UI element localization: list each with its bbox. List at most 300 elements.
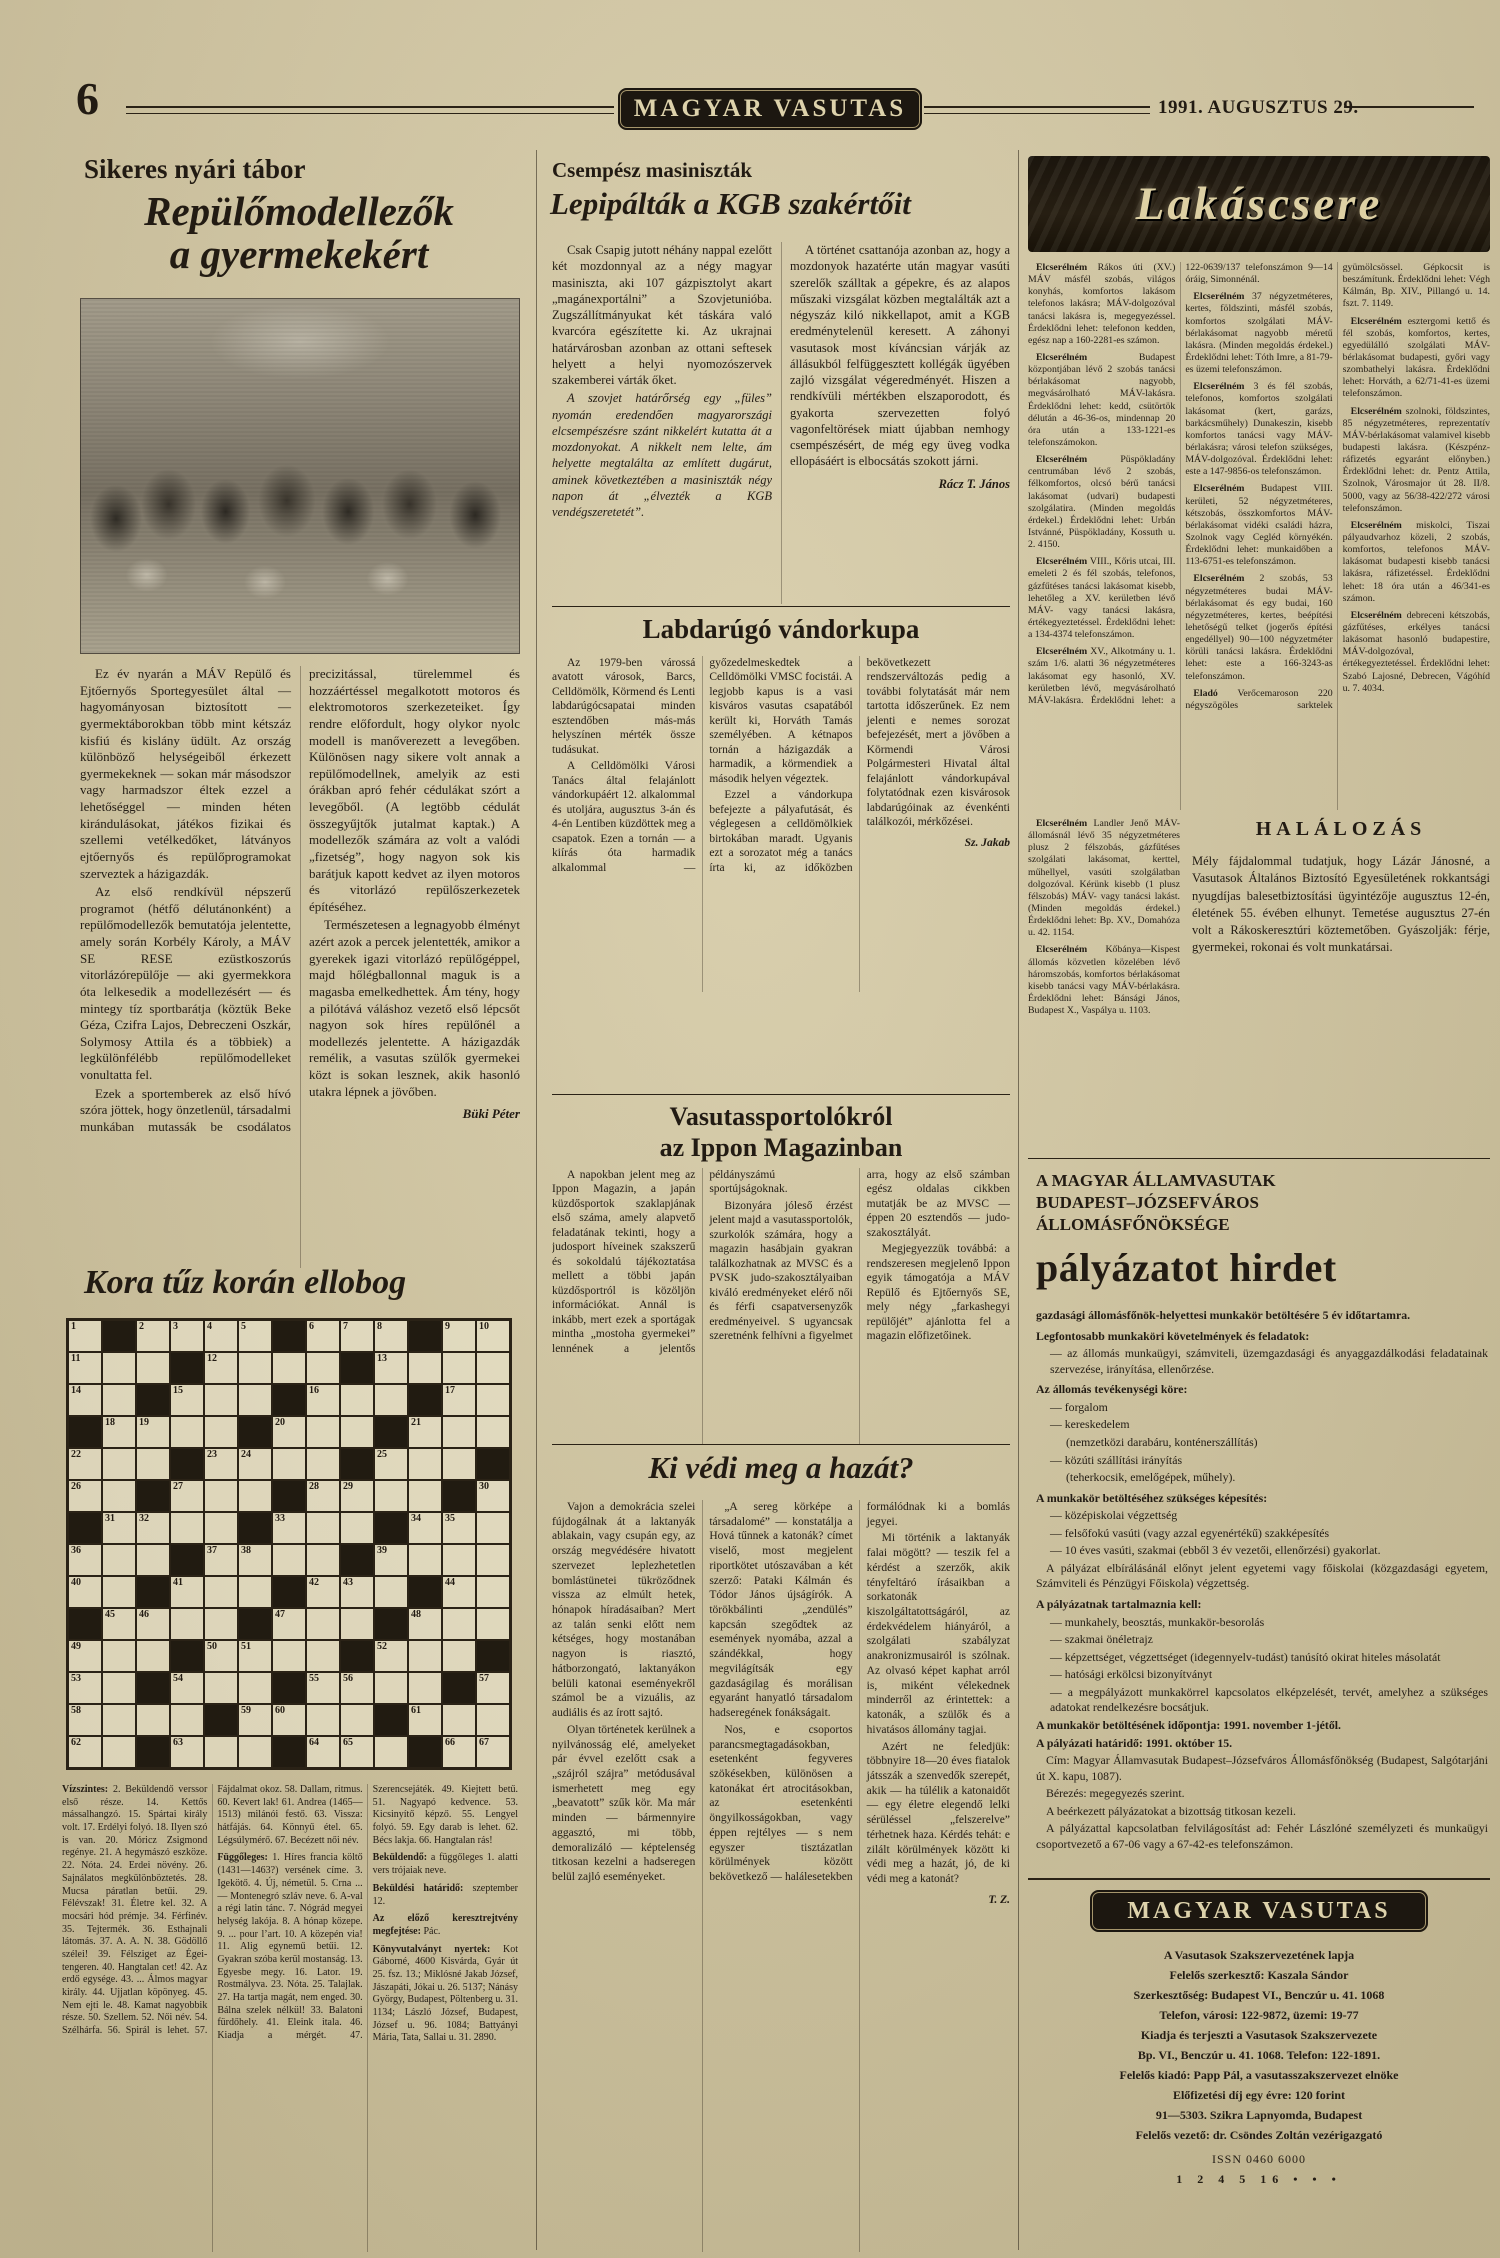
crossword-block-cell: [68, 1512, 102, 1544]
crossword-cell: [136, 1640, 170, 1672]
crossword-block-cell: [272, 1320, 306, 1352]
job-posting-line: A beérkezett pályázatokat a bizottság titkosan kezeli.: [1046, 1803, 1296, 1818]
camp-paragraph: Ez év nyarán a MÁV Repülő és Ejtőernyős Sportegyesület által — hagyományosan biztosított — gyermektáborokban több mint kétszáz kisfiú és kislány üdült. Az ország különböző helységeiből érkezett gyermekeknek — sokan már másodszor vagy harmadszor éltek ezzel a lehetőséggel — minden héten kirándulásokat, játékos fizikai és szellemi vetélkedőket, látványos ejtőernyős és repülőprogramokat szerveztek a házigazdák.: [80, 666, 291, 881]
crossword-cell: 5: [238, 1320, 272, 1352]
obituary-title: HALÁLOZÁS: [1255, 818, 1427, 840]
crossword-cell: 15: [170, 1384, 204, 1416]
cup-paragraph: Sz. Jakab: [964, 836, 1010, 849]
crossword-cell: [238, 1736, 272, 1768]
crossword-cell: [272, 1448, 306, 1480]
camp-photo: [80, 298, 520, 654]
job-posting-line: (teherkocsik, emelőgépek, műhely).: [1066, 1470, 1236, 1485]
kgb-paragraph: Rácz T. János: [938, 476, 1010, 491]
job-posting-line: A pályázati határidő: 1991. október 15.: [1036, 1735, 1233, 1750]
masthead-text: MAGYAR VASUTAS: [633, 95, 907, 122]
crossword-cell: 33: [272, 1512, 306, 1544]
kgb-paragraph: A szovjet határőrség egy „füles” nyomán eredendően magyarországi elcsempészésre szánt nikkelért kutatta át a mozdonyokat. A nikkelt nem lelte, ám helyette megtalálta az említett dugárut, aminek következtében a masiniszták négy napon át „élvezték a KGB vendégszeretetét”.: [552, 391, 772, 519]
defense-paragraph: Azért ne feledjük: többnyire 18—20 éves fiatalok játsszák a szenvedők szerepét, akik — ha túlélik a katonaidőt — egy életre elegendő lelki sérüléssel „felszerelve” térhetnek haza. Kérdés tehát: e zilált körülmények között ki védi meg a hazát, jó, de ki védi meg a katonát?: [866, 1740, 1010, 1885]
crossword-title: Kora tűz korán ellobog: [84, 1264, 407, 1301]
crossword-cell: [306, 1704, 340, 1736]
colophon-line: Felelős szerkesztő: Kaszala Sándor: [1169, 1968, 1349, 1982]
crossword-cell: 56: [340, 1672, 374, 1704]
job-posting-line: — kereskedelem: [1050, 1417, 1130, 1432]
crossword-cell: 53: [68, 1672, 102, 1704]
job-posting-line: — munkahely, beosztás, munkakör-besorolás: [1050, 1614, 1265, 1629]
job-posting-line: — forgalom: [1050, 1399, 1108, 1414]
crossword-cell: 49: [68, 1640, 102, 1672]
obituary-text: Mély fájdalommal tudatjuk, hogy Lázár Jánosné, a Vasutasok Általános Biztosító Egyesületének rokkantsági nyugdíjas balesetbiztosítási ügyintézője augusztus 12-én, életének 55. évében elhunyt. Temetése augusztus 27-én volt a Rákoskeresztúri köztemetőben. Gyászolják: férje, gyermekei, rokonai és volt munkatársai.: [1192, 854, 1490, 955]
crossword-block-cell: [374, 1512, 408, 1544]
issue-date: 1991. AUGUSZTUS 29.: [1158, 97, 1359, 118]
crossword-cell: [204, 1672, 238, 1704]
crossword-cell: 58: [68, 1704, 102, 1736]
camp-title-line1: Repülőmodellezők: [144, 188, 454, 234]
crossword-clue-block: Beküldési határidő: szeptember 12.: [372, 1882, 518, 1907]
ippon-paragraph: Bizonyára jóleső érzést jelent majd a vasutassportolók, szurkolók számára, hogy a magazin hasábjain gyakran találkozhatnak az MVSC és a PVSK judo-szakosztályaiban kiváló eredményeket elérő női és férfi csapatversenyzők eredményeivel. S ugyancsak szeretnénk felhívni a figyelmet arra, hogy az első számban egész oldalas cikkben mutatják be az MVSC — éppen 20 esztendős — judo-szakosztályát.: [709, 1169, 1010, 1343]
crossword-cell: 37: [204, 1544, 238, 1576]
classified-ad: Elcserélném debreceni kétszobás, gázfűtéses, erkélyes tanácsi lakásomat hasonló budapestire, MÁV-dolgozóval, értékegyeztetéssel. Érdeklődni lehet: Szabó Lajosné, Debrecen, Vágóhíd u. 7. 4034.: [1342, 609, 1490, 694]
crossword-cell: [170, 1512, 204, 1544]
job-posting-line: A pályázatnak tartalmaznia kell:: [1036, 1597, 1202, 1611]
classified-ad: Elcserélném Budapest központjában lévő 2 szobás tanácsi bérlakásomat nagyobb, megvásárolható MÁV-lakásra. Érdeklődni lehet: kedd, csütörtök délután a 46-36-os, mindennap 20 óra után a 133-1221-es telefonszámokon.: [1028, 351, 1176, 448]
job-posting-line: A munkakör betöltésének időpontja: 1991. november 1-jétől.: [1036, 1717, 1341, 1732]
crossword-cell: 40: [68, 1576, 102, 1608]
crossword-block-cell: [102, 1320, 136, 1352]
crossword-cell: [204, 1608, 238, 1640]
defense-paragraph: Mi történik a laktanyák falai mögött? — teszik fel a kérdést a szerzők, akik tényfeltáró írásaikban a sorkatonák kiszolgáltatottságáról, az érdekvédelem hiányáról, a szolgálati szabályzat anakronizmusairól is szólnak. Az olvasó képet kaphat arról is, miként vélekednek minderről az érintettek: a katonák, a szülők és a hivatásos állomány tagjai.: [866, 1532, 1010, 1736]
crossword-cell: [136, 1448, 170, 1480]
crossword-block-cell: [136, 1384, 170, 1416]
cup-paragraph: Az 1979-ben várossá avatott városok, Barcs, Celldömölk, Körmend és Lenti labdarúgócsapatai minden esztendőben más-más helyszínen mérték össze tudásukat.: [552, 657, 696, 756]
crossword-cell: 22: [68, 1448, 102, 1480]
crossword-cell: [374, 1736, 408, 1768]
camp-article-title: [78, 190, 520, 277]
header-rule-left: [126, 106, 614, 108]
header-rule-left-thin: [126, 113, 614, 114]
cup-section-rule: [552, 606, 1010, 607]
crossword-cell: 31: [102, 1512, 136, 1544]
crossword-cell: [136, 1544, 170, 1576]
crossword-cell: [476, 1704, 510, 1736]
defense-article-body: [552, 1500, 1010, 2252]
crossword-cell: 18: [102, 1416, 136, 1448]
ippon-article-title: [552, 1102, 1010, 1163]
crossword-cell: 11: [68, 1352, 102, 1384]
job-posting-line: — szakmai önéletrajz: [1050, 1632, 1153, 1647]
crossword-cell: 38: [238, 1544, 272, 1576]
crossword-cell: 52: [374, 1640, 408, 1672]
crossword-block-cell: [340, 1352, 374, 1384]
ippon-paragraph: Megjegyezzük továbbá: a rendszeresen megjelenő Ippon egyik támogatója a MÁV Repülő és Ejtőernyős SE, mely négy „farkashegyi repülőjét” ajánlotta fel a magazin előfizetőinek.: [866, 1243, 1010, 1343]
crossword-block-cell: [374, 1608, 408, 1640]
crossword-cell: 36: [68, 1544, 102, 1576]
crossword-cell: 46: [136, 1608, 170, 1640]
kgb-paragraph: Csak Csapig jutott néhány nappal ezelőtt két mozdonnyal az a négy magyar masiniszta, aki 107 gázpisztolyt akart „magánexportálni” a Szovjetunióba. Zugszállítmányukat két táskára való kvarcóra egészítette ki. Az ukrajnai határvárosban azonban az ottani seftesek helyett a helyi nyomozószervek szakemberei várták őket.: [552, 243, 772, 387]
crossword-block-cell: [272, 1736, 306, 1768]
job-posting-line: — középiskolai végzettség: [1050, 1508, 1178, 1523]
crossword-cell: 50: [204, 1640, 238, 1672]
cup-article-title: Labdarúgó vándorkupa: [642, 614, 920, 644]
crossword-cell: [442, 1608, 476, 1640]
classifieds-header-text: Lakáscsere: [1135, 178, 1383, 230]
job-posting-line: — felsőfokú vasúti (vagy azzal egyenértékű) szakképesítés: [1050, 1525, 1330, 1540]
crossword-cell: 23: [204, 1448, 238, 1480]
crossword-cell: 34: [408, 1512, 442, 1544]
crossword-cell: 55: [306, 1672, 340, 1704]
crossword-clue-block: Beküldendő: a függőleges 1. alatti vers trójaiak neve.: [372, 1852, 518, 1877]
header-rule-right-thin: [924, 113, 1150, 114]
crossword-cell: [340, 1608, 374, 1640]
classifieds-header: [1028, 156, 1490, 252]
crossword-cell: 66: [442, 1736, 476, 1768]
crossword-block-cell: [238, 1512, 272, 1544]
crossword-cell: 9: [442, 1320, 476, 1352]
crossword-cell: [306, 1448, 340, 1480]
crossword-cell: 19: [136, 1416, 170, 1448]
crossword-cell: [102, 1576, 136, 1608]
colophon-line: Kiadja és terjeszti a Vasutasok Szakszervezete: [1140, 2028, 1378, 2042]
crossword-block-cell: [170, 1544, 204, 1576]
colophon-line: Telefon, városi: 122-9872, üzemi: 19-77: [1159, 2008, 1359, 2022]
crossword-clue-block: Vízszintes: 2. Beküldendő verssor első része. 14. Kettős mássalhangzó. 15. Spártai király volt. 17. Erdélyi folyó. 18. Ilyen szó is van. 20. Móricz Zsigmond regénye. 21. A hegymászó eszköze. 22. Nóta. 24. Erdei növény. 26. Sajnálatos megkülönböztetés. 28. Mucsa páratlan betűi. 29. Félévszak! 31. Életre kel. 32. A mocsári hód prémje. 34. Férfinév. 35. Tejtermék. 36. Esthajnali látomás. 37. A. A. N. 38. Gödöllő szélei! 39. Félsziget az Égei-tengeren. 40. Hangtalan cet! 42. Az erdő egysége. 43. ... Álmos magyar király. 44. Ujjatlan köpönyeg. 45. Nem ejti le. 48. Kamat nagyobbik része. 50. Szellem. 52. Női név. 54. Szélhárfa. 56. Spirál is lehet. 57. Fájdalmat okoz. 58. Dallam, ritmus. 60. Kevert lak! 61. Andrea (1465—1513) milánói festő. 63. Vissza: hátfájás. 64. Könnyű étel. 65. Légsúlymérő. 67. Becézett női név.: [62, 1784, 363, 2037]
crossword-block-cell: [136, 1480, 170, 1512]
defense-article-title: Ki védi meg a hazát?: [648, 1450, 914, 1485]
camp-article-body: [80, 666, 520, 1268]
crossword-cell: 21: [408, 1416, 442, 1448]
crossword-cell: 13: [374, 1352, 408, 1384]
job-posting-line: — hatósági erkölcsi bizonyítványt: [1050, 1667, 1213, 1682]
crossword-cell: 65: [340, 1736, 374, 1768]
crossword-cell: [442, 1448, 476, 1480]
job-posting-rule: [1028, 1158, 1490, 1159]
crossword-cell: 54: [170, 1672, 204, 1704]
defense-paragraph: T. Z.: [988, 1893, 1010, 1906]
crossword-cell: 24: [238, 1448, 272, 1480]
crossword-cell: [204, 1480, 238, 1512]
colophon-line: 91—5303. Szikra Lapnyomda, Budapest: [1155, 2108, 1363, 2122]
job-posting-line: A munkakör betöltéséhez szükséges képesítés:: [1036, 1490, 1268, 1505]
crossword-cell: [238, 1480, 272, 1512]
crossword-cell: [272, 1544, 306, 1576]
job-posting-line: — az állomás munkaügyi, számviteli, üzemgazdasági és anyaggazdálkodási feladatainak szervezése, irányítása, ellenőrzése.: [1050, 1346, 1488, 1376]
crossword-cell: [204, 1736, 238, 1768]
crossword-cell: 7: [340, 1320, 374, 1352]
ippon-article-body: [552, 1168, 1010, 1444]
camp-paragraph: Ezek a sportemberek az első hívó szóra jöttek, hogy önzetlenül, társadalmi munkában mutassák be csodálatos precizitással, türelemmel és hozzáértéssel megalkotott motoros és elektromotoros szerkezeteiket. Így rendre előfordult, hogy olykor nyolc modell is manőverezett a levegőben. Különösen nagy sikere volt annak a repülőmodellnek, amelyik az esti órákban apró fehér cédulákat szórt a levegőből. (A legtöbb cédulát összegyűjtők jutalmat kaptak.) A modellezők számára az volt a valódi „fizetség”, hogy nagyon sok kis barátjuk kapott kedvet az ilyen motoros és vitorlázó repülőszerkezetek építéséhez.: [80, 666, 520, 1134]
crossword-cell: [170, 1704, 204, 1736]
crossword-cell: 27: [170, 1480, 204, 1512]
crossword-cell: 20: [272, 1416, 306, 1448]
colophon-line: Előfizetési díj egy évre: 120 forint: [1172, 2088, 1346, 2102]
job-posting-body: [1036, 1306, 1488, 1872]
crossword-cell: 17: [442, 1384, 476, 1416]
job-posting-line: Legfontosabb munkaköri követelmények és feladatok:: [1036, 1328, 1310, 1343]
crossword-cell: 60: [272, 1704, 306, 1736]
job-posting-line: — 10 éves vasúti, szakmai (ebből 3 év vezetői, ellenőrzési) gyakorlat.: [1050, 1543, 1381, 1558]
crossword-cell: 28: [306, 1480, 340, 1512]
job-posting-line: — képzettséget, végzettséget (idegennyelv-tudást) tanúsító okirat hiteles másolatát: [1050, 1649, 1441, 1664]
crossword-cell: [306, 1512, 340, 1544]
crossword-cell: [170, 1608, 204, 1640]
crossword-cell: [442, 1544, 476, 1576]
classified-ad: Elcserélném VIII., Kőris utcai, III. emeleti 2 és fél szobás, telefonos, gázfűtéses tanácsi lakásomat kisebb, lehetőleg a XV. kerületben lévő MÁV- vagy tanácsi lakásra, értékegyeztetéssel. Érdeklődni lehet: a 134-4374 telefonszámon.: [1028, 556, 1176, 641]
column-rule-left: [536, 150, 537, 2250]
crossword-cell: 14: [68, 1384, 102, 1416]
crossword-block-cell: [476, 1640, 510, 1672]
crossword-cell: 32: [136, 1512, 170, 1544]
crossword-block-cell: [170, 1448, 204, 1480]
colophon-line: 1 2 4 5 16 • • •: [1176, 2172, 1342, 2186]
crossword-block-cell: [68, 1608, 102, 1640]
crossword-cell: 4: [204, 1320, 238, 1352]
crossword-cell: [136, 1352, 170, 1384]
crossword-cell: [408, 1448, 442, 1480]
crossword-cell: [238, 1672, 272, 1704]
kgb-article-body: [552, 242, 1010, 604]
crossword-block-cell: [170, 1352, 204, 1384]
crossword-cell: [306, 1416, 340, 1448]
crossword-cell: [476, 1384, 510, 1416]
defense-paragraph: „A sereg körképe a társadalomé” — konstatálja a Hová tűnnek a katonák? címet viselő, most megjelent riportkötet utószavában a két szerző: Pataki Kálmán és Tódor János újságírók. A törökbálinti „zendülés” kapcsán szegődtek az események nyomába, azzal a szándékkal, hogy megvilágítsák egy gazdaságilag és morálisan egyaránt hanyatló társadalom hadseregének fonákságait.: [709, 1501, 853, 1720]
crossword-block-cell: [408, 1576, 442, 1608]
crossword-cell: 67: [476, 1736, 510, 1768]
crossword-cell: [408, 1672, 442, 1704]
cup-paragraph: A Celldömölki Városi Tanács által felajánlott vándorkupáért 12. alkalommal és utoljára, augusztus 3-án és 4-én Lentiben küzdöttek meg a csapatok. Ezen a tornán — a kiírás óta harmadik alkalommal — győzedelmeskedtek a Celldömölki VMSC focistái. A legjobb kapus is a vasi kisváros vasutas csapatából került ki, Horváth Tamás személyében. A kétnapos tornán a házigazdák a harmadik, a körmendiek a második helyen végeztek.: [552, 657, 853, 874]
crossword-block-cell: [340, 1640, 374, 1672]
colophon-line: Felelős vezető: dr. Csöndes Zoltán vezérigazgató: [1135, 2128, 1383, 2142]
kgb-article-kicker: Csempész masiniszták: [552, 158, 753, 182]
crossword-block-cell: [408, 1320, 442, 1352]
ippon-paragraph: A napokban jelent meg az Ippon Magazin, a japán küzdősportok szaklapjának első száma, amely alapvető feladatának tekinti, hogy a judosport híveinek szakszerű és sokoldalú tájékoztatása mellett a többi japán küzdősportról is közöljön információkat. Annál is inkább, mert ezek a sportágak mintha „mostoha gyermekei” lennének a jelentős példányszámú sportújságoknak.: [552, 1169, 788, 1355]
crossword-cell: 12: [204, 1352, 238, 1384]
crossword-cell: [306, 1544, 340, 1576]
crossword-cell: 61: [408, 1704, 442, 1736]
crossword-cell: [102, 1736, 136, 1768]
crossword-clue-block: Könyvutalványt nyertek: Kot Gáborné, 4600 Kisvárda, Gyár út 25. fsz. 13.; Miklósné Jakab József, Jászapáti, Jókai u. 26. 5137; Nánásy György, Budapest, Pöltenberg u. 31. 1134; László József, Budapest, József u. 96. 1084; Battyányi Mária, Tata, Sallai u. 31. 2890.: [372, 1943, 518, 2044]
crossword-cell: [442, 1704, 476, 1736]
colophon-masthead: [1090, 1890, 1428, 1932]
crossword-cell: [476, 1352, 510, 1384]
crossword-cell: [204, 1384, 238, 1416]
camp-article-kicker: Sikeres nyári tábor: [84, 154, 306, 184]
crossword-cell: [170, 1416, 204, 1448]
crossword-block-cell: [238, 1416, 272, 1448]
crossword-cell: [306, 1608, 340, 1640]
crossword-cell: [442, 1352, 476, 1384]
ippon-title-line2: az Ippon Magazinban: [659, 1132, 903, 1162]
crossword-cell: 48: [408, 1608, 442, 1640]
crossword-cell: [102, 1704, 136, 1736]
ippon-section-rule: [552, 1094, 1010, 1095]
crossword-cell: 10: [476, 1320, 510, 1352]
crossword-cell: 35: [442, 1512, 476, 1544]
classified-ad: Elcserélném Rákos úti (XV.) MÁV másfél szobás, világos konyhás, komfortos lakásom telefonos lakásra; MÁV-dolgozóval tanácsi lakásra is, megegyezéssel. Érdeklődni lehet: telefonon kedden, egész nap a 160-2281-es számon.: [1028, 262, 1176, 346]
crossword-cell: 3: [170, 1320, 204, 1352]
crossword-block-cell: [204, 1704, 238, 1736]
crossword-cell: [102, 1352, 136, 1384]
cup-paragraph: Ezzel a vándorkupa befejezte a pályafutását, és véglegesen a celldömölkiek birtokában maradt. Ugyanis ezt a sorozatot még a tanács írta ki, az időközben bekövetkezett rendszerváltozás pedig a további folytatását már nem tartotta időszerűnek. Ez nem jelenti e nemes sorozat befejezését, mert a jövőben a Körmendi Városi Polgármesteri Hivatal által felajánlott vándorkupával folytatódnak ezen kisvárosok labdarúgóinak az évenkénti találkozói, mérkőzései.: [709, 657, 1010, 874]
crossword-cell: [102, 1672, 136, 1704]
crossword-block-cell: [272, 1384, 306, 1416]
obituary: [1192, 818, 1490, 957]
crossword-cell: [272, 1640, 306, 1672]
crossword-cell: [306, 1352, 340, 1384]
ippon-title-line1: Vasutassportolókról: [669, 1102, 893, 1131]
crossword-clue-block: Függőleges: 1. Híres francia költő (1431—1463?) versének címe. 3. Igekötő. 4. Új, németül. 5. Crna ... — Montenegró szláv neve. 6. A-val a régi latin tánc. 7. Nógrád megyei helység lakója. 8. A hónap közepe. 9. ... pour l’art. 10. A közepén via! 11. Alig egynemű betűi. 12. Gyakran szóba kerül mostanság. 13. Egyesbe megy. 16. Lator. 19. Rostmályva. 23. Nóta. 25. Talajlak. 27. Ha tartja magát, nem enged. 30. Bálna szelek nélkül! 33. Balatoni fürdőhely. 41. Eleink itala. 46. Kiadja a mérgét. 47. Szerencsejáték. 49. Kiejtett betű. 51. Nagyapó kedvence. 53. Kicsinyítő képző. 55. Lengyel folyó. 59. Egy darab is lehet. 62. Bécs lakja. 66. Hangtalan rás!: [217, 1784, 518, 2042]
crossword-clue-block: Az előző keresztrejtvény megfejtése: Pác.: [372, 1913, 518, 1937]
colophon-line: Bp. VI., Benczúr u. 41. 1068. Telefon: 122-1891.: [1137, 2048, 1381, 2062]
crossword-cell: 57: [476, 1672, 510, 1704]
crossword-cell: 42: [306, 1576, 340, 1608]
crossword-cell: [476, 1512, 510, 1544]
crossword-block-cell: [136, 1672, 170, 1704]
job-posting-org: [1036, 1170, 1488, 1236]
crossword-block-cell: [136, 1576, 170, 1608]
crossword-cell: [340, 1416, 374, 1448]
crossword-cell: [408, 1640, 442, 1672]
colophon-masthead-text: MAGYAR VASUTAS: [1127, 1897, 1391, 1924]
crossword-cell: [374, 1576, 408, 1608]
crossword-block-cell: [340, 1544, 374, 1576]
crossword-cell: 59: [238, 1704, 272, 1736]
crossword-block-cell: [476, 1448, 510, 1480]
crossword-cell: 8: [374, 1320, 408, 1352]
crossword-block-cell: [442, 1672, 476, 1704]
crossword-cell: 62: [68, 1736, 102, 1768]
crossword-cell: [204, 1512, 238, 1544]
crossword-cell: [340, 1384, 374, 1416]
crossword-cell: [374, 1384, 408, 1416]
crossword-cell: [102, 1448, 136, 1480]
crossword-cell: [442, 1640, 476, 1672]
crossword-cell: 39: [374, 1544, 408, 1576]
colophon-line: ISSN 0460 6000: [1211, 2152, 1306, 2166]
camp-paragraph: Az első rendkívül népszerű programot (hétfő délutánonként) a repülőmodellezők bemutatója jelentette, amely során Korbély Károly, a MÁV SE RESE ezüstkoszorús vitorlázórepülője — aki gyermekkora óta lelkesedik a modellezésért — és mintegy tíz sportbarátja (köztük Beke Géza, Czifra Lajos, Debreczeni Oszkár, Solymosy Attila és a többiek) a legkülönfélébb repülőmodelleket vonultatta fel.: [80, 884, 291, 1082]
job-posting-line: A pályázat elbírálásánál előnyt jelent egyetemi vagy főiskolai (közgazdasági egyetem, Számviteli és Pénzügyi Főiskola) végzettség.: [1036, 1560, 1488, 1591]
classified-ad: Elcserélném miskolci, Tiszai pályaudvarhoz közeli, 2 szobás, komfortos, telefonos MÁV-lakásomat budapesti kisebb tanácsi lakásra, ráfizetéssel. Érdeklődni lehet: 18 óra után a 46/341-es számon.: [1342, 519, 1490, 604]
classified-ad: Elcserélném 2 szobás, 53 négyzetméteres budai MÁV-bérlakásomat és egy budai, 160 négyzetméteres, kertes, beépítési lehetőségű telket (jogerős építési engedéllyel) 90—100 négyzetméter körüli tanácsi lakásra. Érdeklődni lehet: este a 166-3243-as telefonszámon.: [1185, 573, 1333, 682]
crossword-cell: [374, 1672, 408, 1704]
job-org-line2: BUDAPEST–JÓZSEFVÁROS: [1036, 1193, 1259, 1213]
camp-paragraph: Büki Péter: [462, 1106, 520, 1122]
crossword-cell: 26: [68, 1480, 102, 1512]
crossword-cell: 2: [136, 1320, 170, 1352]
defense-paragraph: Olyan történetek kerülnek a nyilvánosság elé, amelyeket pár évvel ezelőtt csak a „szájról szájra” metódusával ismerhetett meg egy „beavatott” szűk kör. Ma már minden — bármennyire aggasztó, mi több, demoralizáló — képtelenség titkosan kezelni a hadseregen belül zajló eseményeket.: [552, 1723, 696, 1883]
crossword-clues: [62, 1784, 518, 2252]
crossword-cell: [476, 1608, 510, 1640]
header-rule-far-right: [1344, 106, 1474, 108]
crossword-block-cell: [340, 1448, 374, 1480]
job-posting-title: pályázatot hirdet: [1036, 1245, 1337, 1290]
classified-ad: Elcserélném Budapest VIII. kerületi, 52 négyzetméteres, kétszobás, összkomfortos MÁV-bérlakásomat vidéki családi házra, Szolnok vagy Cegléd környékén. Érdeklődni lehet: munkaidőben a 113-6751-es telefonszámon.: [1185, 483, 1333, 568]
crossword-block-cell: [272, 1672, 306, 1704]
job-posting-line: Bérezés: megegyezés szerint.: [1046, 1786, 1185, 1801]
crossword-cell: 63: [170, 1736, 204, 1768]
page-number: 6: [76, 73, 99, 124]
crossword-cell: [340, 1704, 374, 1736]
classified-ad: Elcserélném szolnoki, földszintes, 85 négyzetméteres, reprezentatív MÁV-bérlakásomat valamivel kisebb budapesti lakásra. (Készpénz-ráfizetés egyaránt előnyben.) Érdeklődni lehet: dr. Pentz Attila, Szolnok, Városmajor út 28. II/8. 5000, vagy az 56/38-422/272 városi telefonszámon.: [1342, 405, 1490, 514]
crossword-block-cell: [170, 1640, 204, 1672]
crossword-cell: [238, 1576, 272, 1608]
crossword-cell: [340, 1512, 374, 1544]
crossword-cell: 45: [102, 1608, 136, 1640]
crossword-block-cell: [408, 1384, 442, 1416]
defense-section-rule: [552, 1444, 1010, 1445]
crossword-cell: 1: [68, 1320, 102, 1352]
classified-ad: Elcserélném esztergomi kettő és fél szobás, komfortos, kertes, egyedülálló szolgálati MÁV-bérlakásomat budapesti, győri vagy szombathelyi lakásra. Érdeklődni lehet: Horváth, a 62/71-41-es üzemi telefonszámon.: [1342, 315, 1490, 400]
kgb-article-title: Lepipálták a KGB szakértőit: [550, 186, 911, 221]
classified-ad: Elcserélném 37 négyzetméteres, kertes, földszinti, másfél szobás, komfortos szolgálati MÁV-bérlakásomat nagyobb méretű lakásra. (Minden megoldás érdekel.) Érdeklődni lehet: Tóth Imre, a 81-79-es üzemi telefonszámon.: [1185, 291, 1333, 376]
crossword-cell: [136, 1704, 170, 1736]
kgb-paragraph: A történet csattanója azonban az, hogy a mozdonyok hazatérte után magyar vasúti szerelők szálltak a gépekre, és az alapos műszaki vizsgálat közben megtalálták azt a négyszáz kiló nikkellapot, amit a KGB eredménytelenül keresett. A záhonyi vasutasok most kíváncsian várják az állásukból felfüggesztett kollégák ügyében zajló vizsgálat végeredményét. Hiszen a rendkívüli mértékben elszaporodott, és gyakorta szervezetten folyó vagonfeltörések miatt újabban nemhogy csempészésért, de még egy üveg vodka ellopásáért is elbocsátás szokott járni.: [790, 243, 1010, 469]
crossword-cell: 25: [374, 1448, 408, 1480]
job-posting-line: — közúti szállítási irányítás: [1050, 1452, 1183, 1467]
classified-ad: Elcserélném 3 és fél szobás, telefonos, komfortos szolgálati lakásomat (kert, garázs, barkácsműhely) Dunakeszin, kisebb komfortos tanácsi vagy MÁV-bérlakásra; városi telefon szükséges, MÁV-dolgozóval. Érdeklődni lehet: este a 147-9856-os telefonszámon.: [1185, 381, 1333, 478]
classified-ad: Elcserélném Püspökladány centrumában lévő 2 szobás, félkomfortos, olcsó bérű tanácsi lakásomat (udvari) budapesti szolgálatira. (Minden megoldás érdekel.) Érdeklődni lehet: Urbán Istvánné, Püspökladány, Kossuth u. 2. 4150.: [1028, 454, 1176, 551]
colophon: [1038, 1946, 1480, 2246]
crossword-block-cell: [68, 1416, 102, 1448]
crossword-cell: [408, 1480, 442, 1512]
job-posting-line: gazdasági állomásfőnök-helyettesi munkakör betöltésére 5 év időtartamra.: [1036, 1308, 1411, 1322]
crossword-cell: 29: [340, 1480, 374, 1512]
colophon-line: A Vasutasok Szakszervezetének lapja: [1163, 1948, 1355, 1962]
crossword-grid: [66, 1318, 512, 1770]
crossword-block-cell: [136, 1736, 170, 1768]
job-posting-line: Az állomás tevékenységi köre:: [1036, 1382, 1188, 1397]
crossword-cell: 16: [306, 1384, 340, 1416]
crossword-cell: 47: [272, 1608, 306, 1640]
job-posting-line: — a megpályázott munkakörrel kapcsolatos elképzelését, tervét, amelyhez a szükséges adatokat rendelkezésre bocsátjuk.: [1050, 1684, 1488, 1715]
job-posting-line: A pályázattal kapcsolatban felvilágosítást ad: Fehér Lászlóné személyzeti és munkaügyi csoportvezető a 67-06 vagy a 67-42-es telefonszámon.: [1036, 1821, 1488, 1851]
classified-ad: Elcserélném XV., Alkotmány u. 1. szám 1/6. alatti 36 négyzetméteres lakásomat egy hasonló, XV. kerületben lévő, megvásárolható MÁV-lakásra. Érdeklődni lehet: a 122-0639/137 telefonszámon 9—14 óráig, Simonnénál.: [1028, 262, 1333, 706]
crossword-cell: [476, 1416, 510, 1448]
crossword-cell: [476, 1576, 510, 1608]
crossword-cell: [238, 1352, 272, 1384]
crossword-cell: [408, 1544, 442, 1576]
crossword-cell: [102, 1640, 136, 1672]
crossword-block-cell: [272, 1480, 306, 1512]
crossword-block-cell: [374, 1704, 408, 1736]
crossword-cell: [442, 1416, 476, 1448]
job-posting-line: Cím: Magyar Államvasutak Budapest–Józsefváros Állomásfőnökség (Budapest, Salgótarjáni út X. kapu, 1087).: [1036, 1753, 1488, 1783]
colophon-line: Felelős kiadó: Papp Pál, a vasutasszakszervezet elnöke: [1119, 2068, 1399, 2082]
crossword-cell: [204, 1416, 238, 1448]
column-rule-right: [1018, 150, 1019, 2250]
defense-paragraph: Nos, e csoportos parancsmegtagadásokban, esetenként fegyveres szökésekben, különösen a katonákat ért atrocitásokban, az esetenkénti öngyilkosságokban, vagy éppen rejtélyes — s nem egyszer tisztázatlan körülmények között bekövetkező — halálesetekben formálódnak ki a bomlás jegyei.: [709, 1501, 1010, 1883]
defense-paragraph: Vajon a demokrácia szelei fújdogálnak át a laktanyák ablakain, vagy csupán egy, az ország megvédésére hivatott szervezet leplezhetetlen bomlástünetei tükröződnek vissza az elmúlt hetek, hónapok híradásaiban? Mert az talán senki előtt nem kétséges, hogy mostanában nagyon is riasztó, hátborzongató, laktanyákon belüli katonai eseményekről számol be a vizuális, az audiális és az írott sajtó.: [552, 1501, 696, 1720]
crossword-block-cell: [374, 1416, 408, 1448]
camp-title-line2: a gyermekekért: [169, 231, 429, 278]
crossword-cell: 51: [238, 1640, 272, 1672]
job-org-line1: A MAGYAR ÁLLAMVASUTAK: [1036, 1171, 1276, 1190]
crossword-cell: [408, 1352, 442, 1384]
classified-ad: Eladó Verőcemaroson 220 négyszögöles sarktelek gyümölcsössel. Gépkocsit is beszámítunk. Érdeklődni lehet: Végh Kálmán, Bp. XIV., Pillangó u. 14. fszt. 7. 1149.: [1185, 262, 1490, 711]
crossword-cell: 30: [476, 1480, 510, 1512]
crossword-cell: [476, 1544, 510, 1576]
cup-article-body: [552, 656, 1010, 992]
classifieds-list-continued: [1028, 818, 1180, 1160]
crossword-cell: [102, 1384, 136, 1416]
crossword-cell: [102, 1480, 136, 1512]
crossword-block-cell: [442, 1480, 476, 1512]
crossword-cell: [272, 1352, 306, 1384]
crossword-block-cell: [272, 1576, 306, 1608]
crossword-cell: 43: [340, 1576, 374, 1608]
crossword-block-cell: [238, 1608, 272, 1640]
camp-paragraph: Természetesen a legnagyobb élményt azért azok a percek jelentették, amikor a gyerekek igazi vitorlázó repülőgéppel, majd hőlégballonnal maguk is a magasba emelkedhettek. Ám tény, hogy a pilótává váláshoz vezető első lépcsőt nagyon sok híres repülőnél a modellezés jelentette. A házigazdák remélik, a vasutas szülők gyermekei közt is sokan lesznek, akik hasonló utakra lépnek a jövőben.: [309, 917, 520, 1099]
crossword-cell: [102, 1544, 136, 1576]
header-rule-right: [924, 106, 1150, 108]
